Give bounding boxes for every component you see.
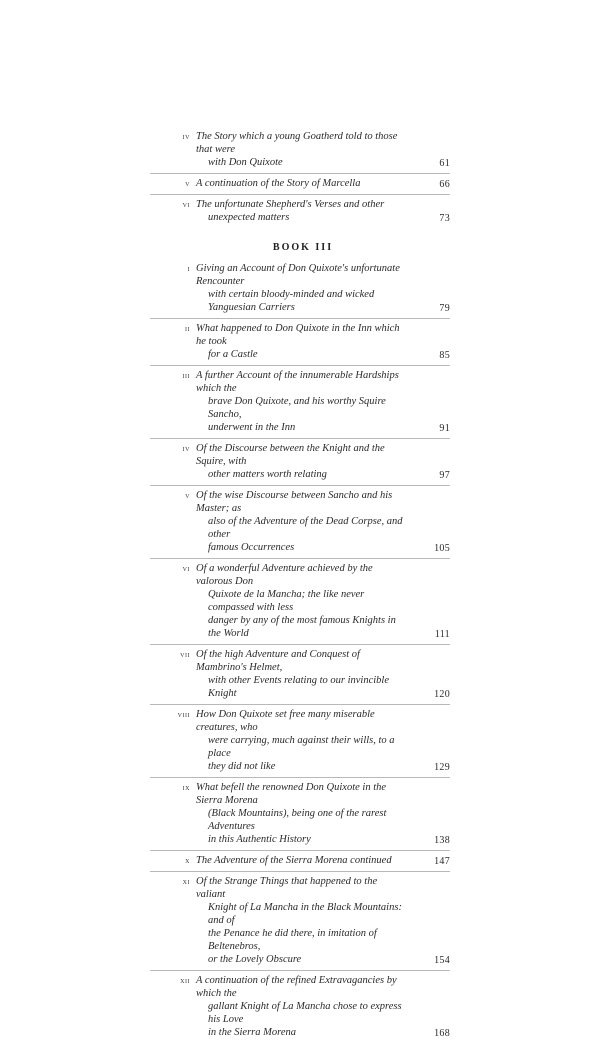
- chapter-title: [196, 854, 406, 867]
- toc-entry: [150, 130, 450, 174]
- chapter-number: i: [187, 263, 190, 273]
- chapter-title-line: A continuation of the Story of Marcella: [196, 178, 361, 189]
- chapter-title-line: A continuation of the refined Extravagancies by which the: [196, 975, 397, 999]
- page-number: 147: [434, 856, 450, 867]
- chapter-title: [196, 781, 406, 846]
- page-number: 97: [439, 470, 450, 481]
- toc-entry: [150, 854, 450, 872]
- chapter-title-line: The Adventure of the Sierra Morena continued: [196, 855, 392, 866]
- book2-entry-list: [150, 130, 450, 228]
- chapter-title-line: Giving an Account of Don Quixote's unfortunate Rencounter: [196, 263, 400, 287]
- chapter-title-line: What happened to Don Quixote in the Inn which he took: [196, 323, 400, 347]
- chapter-number: vi: [182, 199, 190, 209]
- chapter-title-line: with other Events relating to our invincible Knight: [208, 675, 390, 699]
- page-number: 138: [434, 835, 450, 846]
- chapter-title: [196, 369, 406, 434]
- chapter-title-line: unexpected matters: [208, 212, 290, 223]
- page-number: 129: [434, 762, 450, 773]
- chapter-title-line: Yanguesian Carriers: [208, 302, 295, 313]
- chapter-title-line: danger by any of the most famous Knights in the World: [208, 615, 396, 639]
- toc-entry: [150, 562, 450, 645]
- chapter-title-line: in the Sierra Morena: [208, 1027, 296, 1038]
- page-number: 120: [434, 689, 450, 700]
- chapter-number: iv: [182, 443, 190, 453]
- toc-entry: [150, 177, 450, 195]
- chapter-title: [196, 974, 406, 1039]
- chapter-title-line: the Penance he did there, in imitation of Beltenebros,: [208, 928, 377, 952]
- chapter-title: [196, 198, 406, 224]
- chapter-title: [196, 875, 406, 966]
- chapter-number: iii: [182, 370, 190, 380]
- chapter-title: [196, 130, 406, 169]
- chapter-title: [196, 177, 406, 190]
- chapter-title-line: The Story which a young Goatherd told to those that were: [196, 131, 398, 155]
- page-number: 154: [434, 955, 450, 966]
- chapter-title-line: for a Castle: [208, 349, 258, 360]
- chapter-number: ii: [185, 323, 190, 333]
- chapter-title-line: famous Occurrences: [208, 542, 295, 553]
- chapter-title-line: they did not like: [208, 761, 276, 772]
- chapter-title-line: Of the high Adventure and Conquest of Mambrino's Helmet,: [196, 649, 360, 673]
- chapter-number: v: [185, 178, 190, 188]
- book3-entry-list: [150, 262, 450, 1043]
- chapter-title-line: (Black Mountains), being one of the rarest Adventures: [208, 808, 387, 832]
- chapter-title: [196, 262, 406, 314]
- toc-entry: [150, 875, 450, 971]
- chapter-number: vii: [180, 649, 190, 659]
- toc-entry: [150, 262, 450, 319]
- chapter-number: x: [185, 855, 190, 865]
- page-number: 91: [439, 423, 450, 434]
- chapter-title-line: Of the Discourse between the Knight and the Squire, with: [196, 443, 385, 467]
- chapter-title-line: or the Lovely Obscure: [208, 954, 302, 965]
- page-number: 168: [434, 1028, 450, 1039]
- chapter-title-line: with certain bloody-minded and wicked: [208, 289, 375, 300]
- chapter-title-line: were carrying, much against their wills, to a place: [208, 735, 395, 759]
- chapter-title-line: A further Account of the innumerable Hardships which the: [196, 370, 399, 394]
- toc-entry: [150, 974, 450, 1043]
- chapter-title-line: with Don Quixote: [208, 157, 283, 168]
- chapter-title-line: How Don Quixote set free many miserable creatures, who: [196, 709, 375, 733]
- chapter-number: xi: [182, 876, 190, 886]
- toc-entry: [150, 489, 450, 559]
- chapter-title-line: Quixote de la Mancha; the like never compassed with less: [208, 589, 365, 613]
- page-number: 105: [434, 543, 450, 554]
- toc-entry: [150, 369, 450, 439]
- table-of-contents: [150, 130, 450, 1046]
- page-number: 73: [439, 213, 450, 224]
- chapter-title-line: What befell the renowned Don Quixote in the Sierra Morena: [196, 782, 387, 806]
- chapter-title: [196, 648, 406, 700]
- chapter-title-line: underwent in the Inn: [208, 422, 296, 433]
- page-number: 66: [439, 179, 450, 190]
- chapter-number: iv: [182, 131, 190, 141]
- chapter-title: [196, 489, 406, 554]
- chapter-title-line: Of the wise Discourse between Sancho and his Master; as: [196, 490, 393, 514]
- chapter-title-line: other matters worth relating: [208, 469, 327, 480]
- chapter-title: [196, 562, 406, 640]
- toc-entry: [150, 442, 450, 486]
- page-number: 111: [434, 629, 450, 640]
- toc-entry: [150, 708, 450, 778]
- chapter-title-line: The unfortunate Shepherd's Verses and other: [196, 199, 385, 210]
- chapter-title-line: brave Don Quixote, and his worthy Squire Sancho,: [208, 396, 386, 420]
- toc-entry: [150, 198, 450, 228]
- chapter-title-line: Of the Strange Things that happened to the valiant: [196, 876, 378, 900]
- chapter-title-line: also of the Adventure of the Dead Corpse, and other: [208, 516, 403, 540]
- page-number: 79: [439, 303, 450, 314]
- chapter-title: [196, 442, 406, 481]
- chapter-title: [196, 708, 406, 773]
- page-number: 85: [439, 350, 450, 361]
- chapter-number: v: [185, 490, 190, 500]
- chapter-number: viii: [177, 709, 190, 719]
- chapter-title-line: Of a wonderful Adventure achieved by the valorous Don: [196, 563, 373, 587]
- chapter-title: [196, 322, 406, 361]
- toc-entry: [150, 648, 450, 705]
- chapter-title-line: gallant Knight of La Mancha chose to express his Love: [208, 1001, 402, 1025]
- chapter-title-line: Knight of La Mancha in the Black Mountains: and of: [208, 902, 402, 926]
- book-heading: BOOK III: [272, 242, 334, 253]
- chapter-number: xii: [180, 975, 190, 985]
- page-number: 61: [439, 158, 450, 169]
- chapter-number: vi: [182, 563, 190, 573]
- toc-entry: [150, 322, 450, 366]
- toc-entry: [150, 781, 450, 851]
- chapter-number: ix: [182, 782, 190, 792]
- chapter-title-line: in this Authentic History: [208, 834, 311, 845]
